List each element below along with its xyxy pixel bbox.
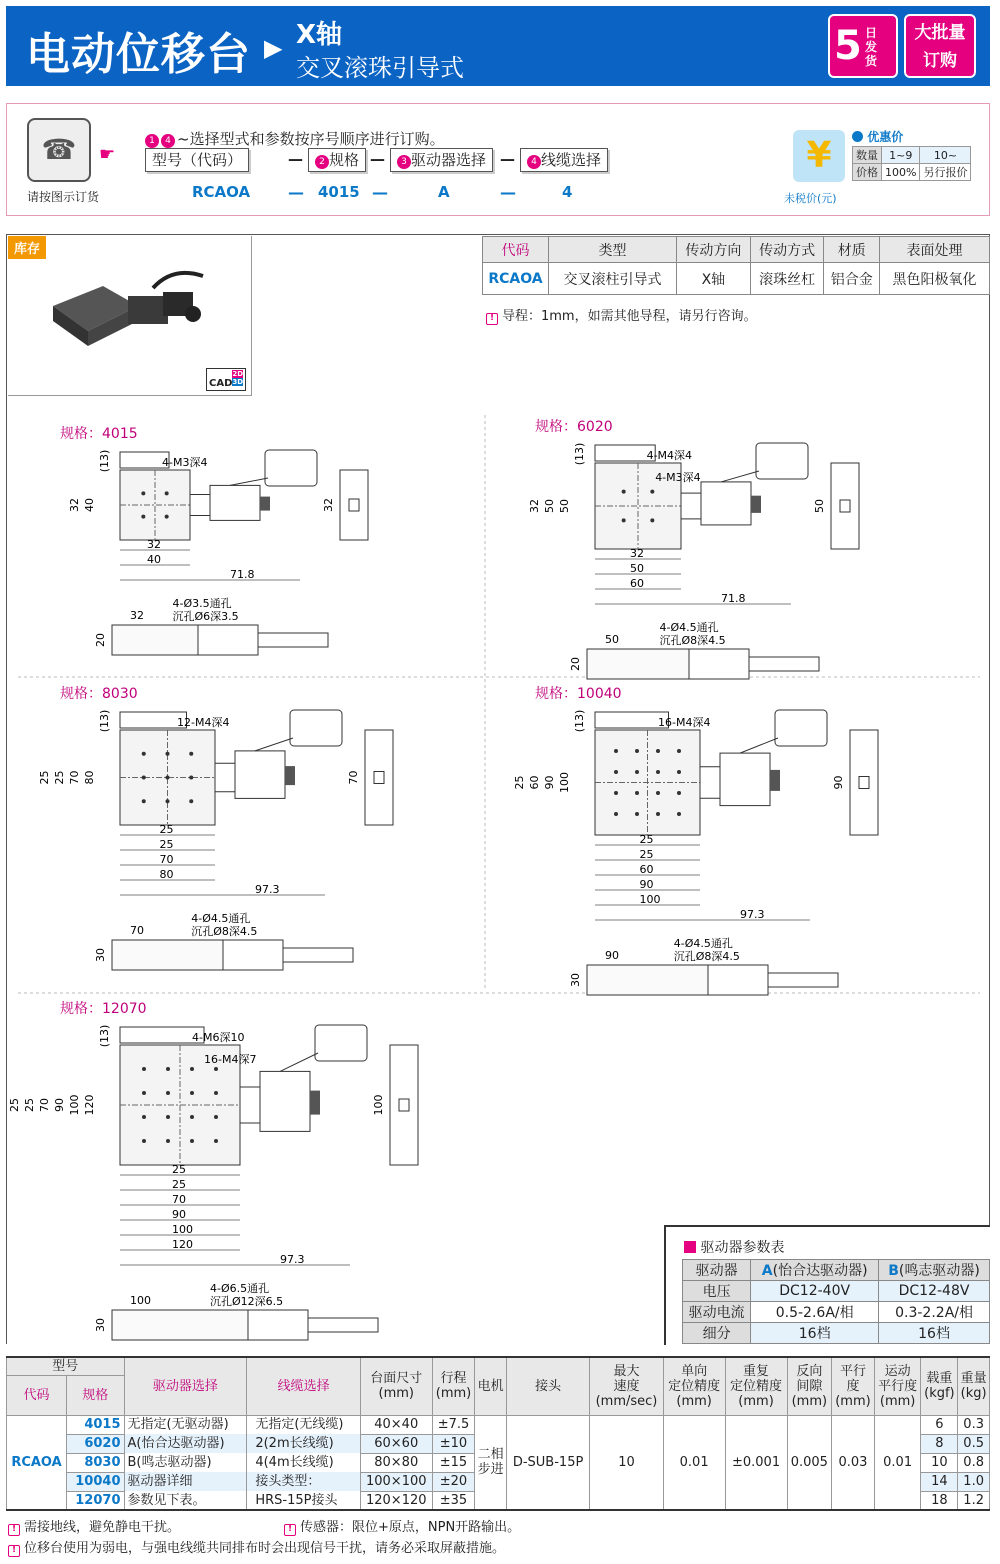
stage-front-view: [112, 940, 223, 970]
dimension-label: 32: [68, 498, 81, 512]
spec-drawing-label: 规格：6020: [535, 419, 613, 435]
stage-end-view: [340, 470, 368, 540]
hole-callout: 4-M6深10: [192, 1031, 245, 1044]
dimension-label: 90: [832, 775, 845, 790]
dimension-label: 32: [147, 538, 161, 551]
mount-hole: [142, 776, 146, 780]
mount-hole: [214, 1067, 218, 1071]
product-photo: [43, 266, 213, 356]
dimension-label: 50: [605, 633, 619, 646]
dimension-label: 90: [172, 1208, 186, 1221]
table-row: 12070 参数见下表。 HRS-15P接头 120×120 ±35 18 1.2: [7, 1491, 990, 1510]
dimension-label: 100: [558, 772, 571, 793]
dimension-label: 70: [159, 853, 174, 866]
driver-params-section: [664, 1225, 990, 1345]
motor: [720, 753, 770, 806]
hole-callout: 沉孔Ø8深4.5: [673, 950, 740, 963]
dimension-label: (13): [98, 1024, 111, 1048]
dimension-label: 120: [172, 1238, 193, 1251]
hole-callout: 12-M4深4: [177, 716, 230, 729]
dimension-label: 70: [130, 924, 144, 937]
step-cable: 4 线缆选择: [520, 148, 608, 172]
badge-text: 日发货: [864, 26, 877, 68]
dimension-label: 70: [68, 770, 81, 785]
note-sensor: ! 传感器：限位+原点，NPN开路输出。: [284, 1516, 520, 1536]
dimension-label: 100: [372, 1094, 385, 1116]
step-model-code: 型号（代码）: [145, 148, 249, 172]
mount-hole: [165, 491, 169, 495]
dimension-label: 20: [94, 633, 107, 647]
product-image-box: [8, 236, 252, 396]
mount-hole: [622, 490, 626, 494]
motor: [235, 751, 285, 799]
mount-hole: [166, 1091, 170, 1095]
mount-hole: [141, 491, 145, 495]
dimension-label: (13): [98, 709, 111, 733]
connector: [756, 443, 808, 479]
mount-hole: [635, 812, 639, 816]
hole-callout: 沉孔Ø6深3.5: [172, 610, 239, 623]
stage-end-view: [390, 1045, 418, 1165]
dimension-label: 71.8: [721, 592, 746, 605]
mount-hole: [142, 799, 146, 803]
driver-table-title: 驱动器参数表: [684, 1237, 784, 1257]
mount-hole: [635, 770, 639, 774]
dash: —: [288, 183, 304, 202]
mount-hole: [142, 1139, 146, 1143]
dimension-label: 50: [543, 499, 556, 513]
mount-hole: [189, 776, 193, 780]
mount-hole: [677, 791, 681, 795]
mount-hole: [190, 1115, 194, 1119]
dimension-label: 50: [813, 499, 826, 513]
mount-hole: [166, 1067, 170, 1071]
hole-callout: 4-M3深4: [162, 456, 208, 469]
example-code: RCAOA: [192, 183, 251, 201]
dimension-label: 25: [172, 1178, 186, 1191]
mount-hole: [190, 1067, 194, 1071]
dimension-label: 97.3: [740, 908, 765, 921]
example-driver: A: [438, 183, 450, 201]
dimension-label: 60: [528, 775, 541, 790]
price-table: 数量 1~9 10~ 价格 100% 另行报价: [852, 146, 971, 181]
mount-hole: [166, 776, 170, 780]
hole-callout: 16-M4深7: [204, 1053, 257, 1066]
dimension-label: 70: [347, 770, 360, 785]
spec-note: ! 导程：1mm，如需其他导程，请另行咨询。: [486, 305, 757, 325]
step-size: 2 规格: [308, 148, 366, 172]
dimension-label: 90: [543, 775, 556, 790]
connector: [775, 710, 827, 746]
mount-hole: [677, 749, 681, 753]
mount-hole: [650, 518, 654, 522]
dimension-label: 60: [630, 577, 644, 590]
dimension-label: 90: [53, 1098, 66, 1112]
stage-front-view: [587, 649, 689, 679]
stage-front-view: [587, 965, 708, 995]
dimension-label: 25: [23, 1098, 36, 1112]
dimension-label: (13): [573, 709, 586, 733]
mount-hole: [656, 791, 660, 795]
hole-callout: 4-Ø4.5通孔: [673, 937, 733, 950]
dimension-label: (13): [573, 442, 586, 466]
hole-callout: 4-Ø6.5通孔: [210, 1282, 270, 1295]
dimension-label: 90: [639, 878, 654, 891]
table-row: RCAOA 4015 无指定(无驱动器) 无指定(无线缆) 40×40 ±7.5 二相 步进 D-SUB-15P 10 0.01 ±0.001 0.005 0.03 0.01 6 0.3: [7, 1415, 990, 1434]
page-header: [6, 6, 990, 86]
hole-callout: 4-Ø4.5通孔: [191, 912, 251, 925]
table-row: 10040 驱动器详细 接头类型： 100×100 ±20 14 1.0: [7, 1472, 990, 1491]
dimension-label: 32: [322, 498, 335, 512]
connector: [290, 710, 342, 746]
dimension-label: 32: [528, 499, 541, 513]
dimension-label: 25: [53, 770, 66, 785]
mount-hole: [614, 791, 618, 795]
step-driver: 3 驱动器选择: [390, 148, 493, 172]
knob: [285, 766, 295, 785]
dash: —: [500, 150, 515, 168]
dimension-label: 70: [172, 1193, 186, 1206]
phone-24-icon: ☎: [27, 118, 91, 182]
mount-hole: [656, 749, 660, 753]
stage-end-view: [365, 730, 393, 825]
ship-5day-badge: [828, 14, 898, 78]
note-ground: ! 需接地线，避免静电干扰。: [8, 1516, 180, 1536]
mount-hole: [142, 1067, 146, 1071]
table-row: 6020 A(怡合达驱动器) 2(2m长线缆) 60×60 ±10 8 0.5: [7, 1434, 990, 1453]
dimension-label: 100: [172, 1223, 193, 1236]
driver-table: 驱动器 A(怡合达驱动器) B(鸣志驱动器) 电压 DC12-40V DC12-48V 驱动电流 0.5-2.6A/相 0.3-2.2A/相 细分 16档 16档: [682, 1259, 990, 1344]
dimension-label: 90: [605, 949, 619, 962]
dimension-label: 100: [130, 1294, 151, 1307]
stage-front-view: [112, 625, 198, 655]
dimension-label: 50: [558, 499, 571, 513]
dimension-label: 25: [639, 848, 654, 861]
dimension-label: 71.8: [230, 568, 255, 581]
knob: [310, 1091, 320, 1115]
motor: [701, 482, 751, 525]
spec-drawing-label: 规格：10040: [535, 686, 622, 702]
mount-hole: [656, 812, 660, 816]
connector: [265, 450, 317, 486]
stage-top-view: [120, 470, 190, 540]
dimension-label: 25: [8, 1098, 21, 1112]
hole-callout: 4-Ø3.5通孔: [172, 597, 232, 610]
mount-hole: [614, 812, 618, 816]
example-cable: 4: [562, 183, 573, 201]
mount-hole: [614, 749, 618, 753]
mount-hole: [622, 518, 626, 522]
table-row: 8030 B(鸣志驱动器) 4(4m长线缆) 80×80 ±15 10 0.8: [7, 1453, 990, 1472]
dimension-label: 32: [130, 609, 144, 622]
dimension-label: (13): [98, 449, 111, 473]
dimension-label: 20: [569, 657, 582, 671]
dimension-label: 30: [94, 1318, 107, 1332]
dimension-label: 80: [83, 770, 96, 785]
hole-callout: 4-M4深4: [646, 449, 693, 462]
discount-title: 优惠价: [852, 128, 903, 145]
dimension-label: 25: [38, 770, 51, 785]
dimension-label: 25: [639, 833, 654, 846]
yen-icon: ¥: [793, 130, 845, 182]
mount-hole: [614, 770, 618, 774]
mount-hole: [166, 799, 170, 803]
mount-hole: [677, 812, 681, 816]
dash: —: [288, 150, 303, 168]
dimension-label: 25: [159, 823, 174, 836]
example-size: 4015: [318, 183, 360, 201]
mount-hole: [142, 1091, 146, 1095]
dimension-drawings: [0, 400, 1000, 1350]
mount-hole: [635, 791, 639, 795]
note-shielding: ! 位移台使用为弱电，与强电线缆共同排布时会出现信号干扰，请务必采取屏蔽措施。: [8, 1537, 505, 1557]
model-table: 型号 驱动器选择 线缆选择 台面尺寸 (mm) 行程 (mm) 电机 接头 最大 速度 (mm/sec) 单向 定位精度 (mm) 重复 定位精度 (mm) 反向 间隙 (mm) 平行 度 (mm) 运动 平行度 (mm) 载重 (kgf) 重量 (kg) 代码 规格 RCAOA 4015 无指定(无驱动器) 无指定(无线缆) 40×40 ±7.5 二相 步进 D-SUB-15P 10 0.01 ±0.001 0.005 0.03 0.01 6 0.3 6020 A(怡合达驱动器) 2(2m长线缆) 60×60 ±10 8 0.5 8030 B(鸣志驱动器) 4(4m长线缆) 80×80 ±15 10 0.8 10040 驱动器详细 接头类型： 100×100 ±20 14 1.0 12070 参数见下表。 HRS-15P接头 120×120 ±35 18 1.2: [6, 1356, 990, 1511]
knob: [260, 497, 270, 511]
page-title: 电动位移台: [26, 29, 251, 80]
dimension-label: 25: [159, 838, 174, 851]
mount-hole: [650, 490, 654, 494]
dimension-label: 97.3: [280, 1253, 305, 1266]
mount-hole: [166, 752, 170, 756]
hole-callout: 沉孔Ø12深6.5: [210, 1295, 284, 1308]
arrow-icon: ▶: [264, 34, 283, 62]
dimension-label: 25: [172, 1163, 186, 1176]
mount-hole: [214, 1139, 218, 1143]
cad-icon[interactable]: CAD2D 3D: [206, 368, 246, 391]
mount-hole: [635, 749, 639, 753]
mount-hole: [166, 1139, 170, 1143]
dimension-label: 100: [68, 1094, 81, 1116]
knob: [751, 496, 761, 513]
dash: —: [500, 183, 516, 202]
pointing-hand-icon: ☛: [99, 144, 116, 165]
hole-callout: 4-Ø4.5通孔: [659, 621, 719, 634]
dimension-label: 120: [83, 1094, 96, 1116]
dimension-label: 97.3: [255, 883, 280, 896]
mount-hole: [189, 752, 193, 756]
bulk-order-badge: 大批量 订购: [904, 14, 976, 78]
stock-badge: 库存: [8, 236, 46, 259]
mount-hole: [190, 1091, 194, 1095]
mount-hole: [142, 1115, 146, 1119]
mount-hole: [677, 770, 681, 774]
order-instruction: 1 4 ~选择型式和参数按序号顺序进行订购。: [145, 128, 445, 149]
mount-hole: [141, 515, 145, 519]
dash: —: [372, 183, 388, 202]
mount-hole: [214, 1091, 218, 1095]
spec-table: 代码 类型 传动方向 传动方式 材质 表面处理 RCAOA 交叉滚柱引导式 X轴 滚珠丝杠 铝合金 黑色阳极氧化: [482, 236, 990, 295]
stage-end-view: [850, 730, 878, 835]
mount-hole: [166, 1115, 170, 1119]
dimension-label: 25: [513, 775, 526, 790]
dimension-label: 70: [38, 1098, 51, 1112]
dimension-label: 100: [639, 893, 661, 906]
mount-hole: [165, 515, 169, 519]
hole-callout: 4-M3深4: [655, 471, 701, 484]
mount-hole: [189, 799, 193, 803]
dimension-label: 30: [569, 973, 582, 987]
mount-hole: [656, 770, 660, 774]
spec-drawing-label: 规格：12070: [60, 1001, 147, 1017]
stage-front-view: [112, 1310, 248, 1340]
dash: —: [370, 150, 385, 168]
dimension-label: 80: [159, 868, 174, 881]
motor: [210, 485, 260, 520]
dimension-label: 30: [94, 948, 107, 962]
spec-drawing-label: 规格：4015: [60, 426, 138, 442]
mount-hole: [142, 752, 146, 756]
badge-number: 5: [834, 23, 862, 69]
motor: [260, 1071, 310, 1131]
hole-callout: 16-M4深4: [658, 716, 711, 729]
dimension-label: 40: [147, 553, 161, 566]
hole-callout: 沉孔Ø8深4.5: [191, 925, 258, 938]
hole-callout: 沉孔Ø8深4.5: [659, 634, 726, 647]
knob: [770, 770, 780, 791]
dimension-label: 50: [630, 562, 644, 575]
mount-hole: [190, 1139, 194, 1143]
mount-hole: [214, 1115, 218, 1119]
page-subtitle: 交叉滚珠引导式: [296, 54, 464, 82]
spec-drawing-label: 规格：8030: [60, 686, 138, 702]
phone-label: 请按图示订货: [27, 190, 100, 204]
dimension-label: 32: [630, 547, 644, 560]
stage-end-view: [831, 463, 859, 549]
connector: [315, 1025, 367, 1061]
axis-label: X轴: [296, 20, 343, 50]
dimension-label: 40: [83, 498, 96, 512]
price-label: 未税价(元): [784, 192, 837, 205]
dimension-label: 60: [639, 863, 654, 876]
